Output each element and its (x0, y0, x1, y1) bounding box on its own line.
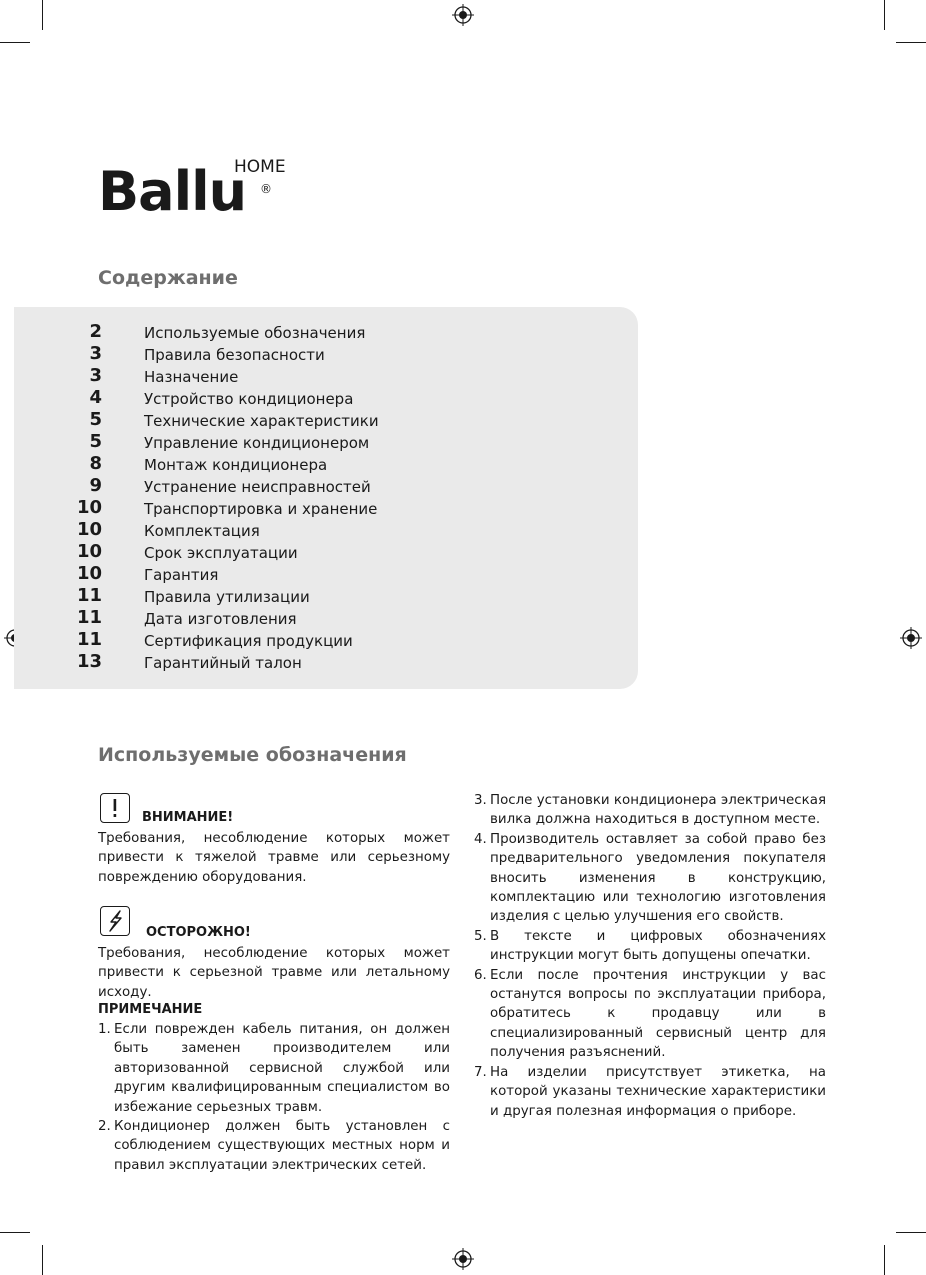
contents-item-label: Дата изготовления (144, 610, 297, 628)
contents-item-label: Технические характеристики (144, 412, 379, 430)
note-item (474, 1063, 826, 1121)
note-title: ПРИМЕЧАНИЕ (98, 1002, 203, 1017)
contents-item (14, 607, 614, 629)
ballu-logo (98, 158, 298, 224)
note-item-number: 1. (98, 1022, 111, 1037)
contents-item (14, 321, 614, 343)
note-item-text: На изделии присутствует этикетка, на которой указаны технические характеристики и другая полезная информация о приборе. (490, 1064, 826, 1119)
contents-item-page: 9 (89, 475, 102, 496)
contents-item-label: Назначение (144, 368, 239, 386)
note-item-text: В тексте и цифровых обозначениях инструкции могут быть допущены опечатки. (490, 928, 826, 964)
contents-item-label: Устранение неисправностей (144, 478, 371, 496)
contents-item (14, 497, 614, 519)
note-item-text: После установки кондиционера электрическая вилка должна находиться в доступном месте. (490, 793, 826, 828)
logo-brand: Ballu (98, 160, 247, 223)
contents-item-page: 10 (76, 497, 102, 518)
logo-sub: HOME (234, 157, 286, 177)
note-item-text: Производитель оставляет за собой право без предварительного уведомления покупателя вносить изменения в конструкцию, комплектацию или технологию изготовления изделия с целью улучшения его свойств. (490, 831, 826, 925)
contents-item-label: Монтаж кондиционера (144, 456, 328, 474)
note-item-number: 3. (474, 793, 487, 808)
contents-item (14, 563, 614, 585)
caution-text: Требования, несоблюдение которых может привести к серьезной травме или летальному исходу. (98, 946, 450, 1000)
contents-item-page: 13 (76, 651, 102, 672)
caution-heading: ОСТОРОЖНО! (146, 925, 251, 940)
contents-item-label: Управление кондиционером (144, 434, 370, 452)
note-list-right (474, 791, 826, 1121)
contents-item (14, 387, 614, 409)
crop-mark (884, 1245, 885, 1275)
contents-item-page: 11 (76, 629, 102, 650)
contents-item (14, 453, 614, 475)
contents-item (14, 343, 614, 365)
note-item-number: 2. (98, 1119, 111, 1135)
note-item-number: 5. (474, 928, 487, 944)
registration-mark-icon (452, 1248, 474, 1270)
crop-mark (42, 0, 43, 30)
note-list-left (98, 1020, 450, 1175)
contents-item (14, 519, 614, 541)
contents-item-page: 5 (89, 431, 102, 452)
contents-item-page: 11 (76, 585, 102, 606)
contents-item-page: 10 (76, 519, 102, 540)
contents-item-page: 3 (89, 365, 102, 386)
attention-text: Требования, несоблюдение которых может привести к тяжелой травме или серьезному повреждению оборудования. (98, 831, 450, 885)
crop-mark (896, 42, 926, 43)
contents-item-label: Гарантия (144, 566, 219, 584)
contents-item-label: Правила утилизации (144, 588, 310, 606)
contents-item-label: Гарантийный талон (144, 654, 302, 672)
note-item (474, 791, 826, 830)
contents-item-page: 10 (76, 563, 102, 584)
attention-heading: ВНИМАНИЕ! (142, 810, 234, 825)
crop-mark (0, 1232, 30, 1233)
contents-item-page: 4 (89, 387, 102, 408)
contents-item (14, 475, 614, 497)
exclamation-icon (100, 793, 130, 823)
note-item-text: Если после прочтения инструкции у вас останутся вопросы по эксплуатации прибора, обратитесь к продавцу или в специализированный сервисный центр для получения разъяснений. (490, 967, 826, 1061)
contents-title: Содержание (98, 267, 238, 289)
contents-item (14, 409, 614, 431)
note-item-number: 7. (474, 1064, 487, 1080)
crop-mark (896, 1232, 926, 1233)
logo-registered: ® (260, 182, 272, 196)
contents-item-label: Комплектация (144, 522, 260, 540)
note-item (98, 1117, 450, 1175)
crop-mark (0, 42, 30, 43)
contents-item-page: 2 (89, 321, 102, 342)
contents-item (14, 651, 614, 673)
contents-item (14, 431, 614, 453)
contents-item-page: 10 (76, 541, 102, 562)
contents-item (14, 365, 614, 387)
note-item-number: 4. (474, 831, 487, 847)
note-item-text: Кондиционер должен быть установлен с соблюдением существующих местных норм и правил эксплуатации электрических сетей. (114, 1119, 450, 1173)
contents-item (14, 629, 614, 651)
contents-item-page: 8 (89, 453, 102, 474)
lightning-icon (100, 906, 130, 936)
note-item (474, 830, 826, 927)
contents-list (14, 307, 638, 689)
contents-item-label: Правила безопасности (144, 346, 325, 364)
symbols-title: Используемые обозначения (98, 744, 407, 766)
contents-item-label: Срок эксплуатации (144, 544, 298, 562)
contents-item-label: Сертификация продукции (144, 632, 353, 650)
contents-item (14, 585, 614, 607)
contents-item-page: 11 (76, 607, 102, 628)
note-item-number: 6. (474, 967, 487, 983)
note-item (98, 1020, 450, 1117)
contents-item-label: Транспортировка и хранение (144, 500, 378, 518)
contents-item-label: Устройство кондиционера (144, 390, 354, 408)
note-item-text: Если поврежден кабель питания, он должен быть заменен производителем или авторизованной сервисной службой или другим квалифицированным специалистом во избежание серьезных травм. (114, 1022, 450, 1115)
crop-mark (884, 0, 885, 30)
registration-mark-icon (452, 4, 474, 26)
contents-item (14, 541, 614, 563)
contents-item-label: Используемые обозначения (144, 324, 366, 342)
contents-item-page: 5 (89, 409, 102, 430)
contents-item-page: 3 (89, 343, 102, 364)
note-item (474, 927, 826, 966)
note-item (474, 966, 826, 1063)
crop-mark (42, 1245, 43, 1275)
registration-mark-icon (900, 627, 922, 649)
